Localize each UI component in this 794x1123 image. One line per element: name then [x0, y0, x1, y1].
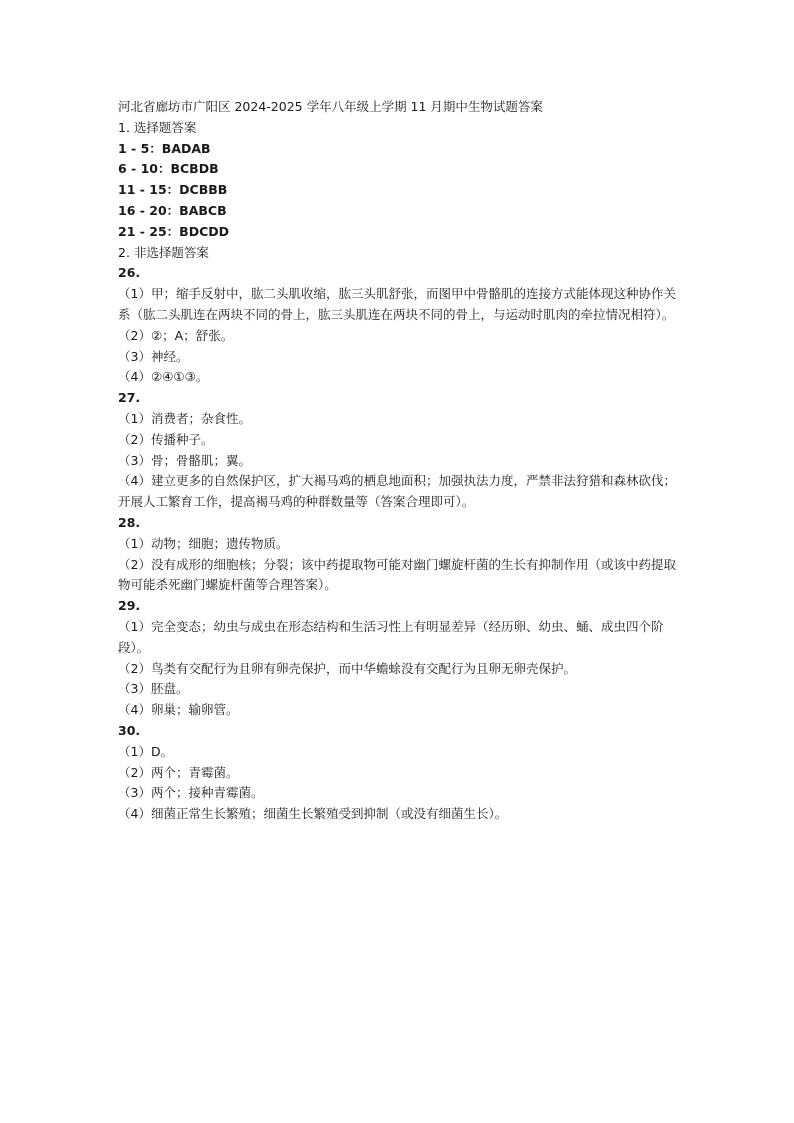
- answer-item: （3）神经。: [118, 348, 189, 364]
- section-heading-multiple-choice: 1. 选择题答案: [118, 119, 197, 135]
- answer-item: （1）动物；细胞；遗传物质。: [118, 535, 289, 551]
- answer-item: （1）完全变态；幼虫与成虫在形态结构和生活习性上有明显差异（经历卵、幼虫、蛹、成虫四个阶段）。: [118, 618, 664, 655]
- answer-item: （4）卵巢；输卵管。: [118, 702, 239, 718]
- answer-item: （4）建立更多的自然保护区，扩大褐马鸡的栖息地面积；加强执法力度，严禁非法狩猎和森林砍伐；开展人工繁育工作，提高褐马鸡的种群数量等（答案合理即可）。: [118, 473, 676, 510]
- answer-item: （3）胚盘。: [118, 681, 189, 697]
- document-title: 河北省廊坊市广阳区 2024-2025 学年八年级上学期 11 月期中生物试题答案: [118, 99, 543, 114]
- question-number-28: 28.: [118, 514, 141, 530]
- answer-item: （2）两个；青霉菌。: [118, 764, 239, 780]
- mc-answer-row: 11 - 15：DCBBB: [118, 182, 228, 198]
- mc-answer-row: 16 - 20：BABCB: [118, 202, 227, 218]
- question-number-29: 29.: [118, 598, 141, 614]
- question-number-26: 26.: [118, 265, 141, 281]
- answer-item: （4）细菌正常生长繁殖；细菌生长繁殖受到抑制（或没有细菌生长）。: [118, 806, 508, 822]
- question-number-30: 30.: [118, 722, 141, 738]
- answer-item: （1）甲；缩手反射中，肱二头肌收缩，肱三头肌舒张，而图甲中骨骼肌的连接方式能体现这种协作关系（肱二头肌连在两块不同的骨上，肱三头肌连在两块不同的骨上，与运动时肌肉的牵拉情况相符）。: [118, 286, 676, 322]
- section-heading-non-choice: 2. 非选择题答案: [118, 244, 209, 260]
- answer-item: （2）传播种子。: [118, 431, 214, 447]
- answer-item: （3）骨；骨骼肌；翼。: [118, 452, 251, 468]
- answer-item: （4）②④①③。: [118, 369, 209, 385]
- answer-document: [118, 97, 680, 825]
- answer-item: （1）消费者；杂食性。: [118, 410, 251, 426]
- question-number-27: 27.: [118, 390, 141, 406]
- answer-item: （2）没有成形的细胞核；分裂；该中药提取物可能对幽门螺旋杆菌的生长有抑制作用（或该中药提取物可能杀死幽门螺旋杆菌等合理答案）。: [118, 556, 676, 593]
- mc-answer-row: 6 - 10：BCBDB: [118, 161, 219, 177]
- answer-item: （3）两个；接种青霉菌。: [118, 785, 264, 801]
- answer-item: （2）鸟类有交配行为且卵有卵壳保护，而中华蟾蜍没有交配行为且卵无卵壳保护。: [118, 660, 576, 676]
- answer-item: （2）②；A；舒张。: [118, 327, 234, 343]
- mc-answer-row: 21 - 25：BDCDD: [118, 223, 230, 239]
- mc-answer-row: 1 - 5：BADAB: [118, 140, 211, 156]
- answer-item: （1）D。: [118, 743, 174, 759]
